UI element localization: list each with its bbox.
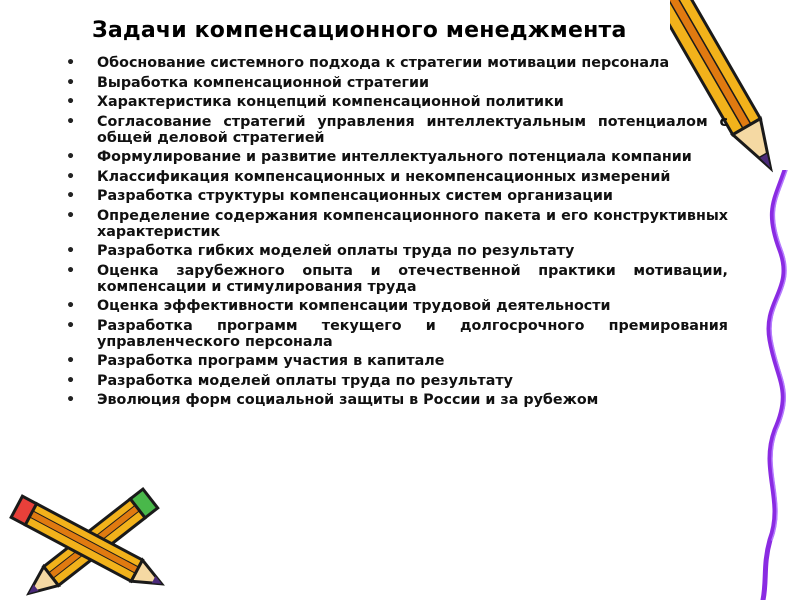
- list-item-text: Разработка моделей оплаты труда по результату: [97, 372, 513, 389]
- list-item: [64, 353, 728, 369]
- bullet-icon: •: [66, 113, 76, 130]
- list-item-text: Обоснование системного подхода к стратегии мотивации персонала: [97, 55, 670, 71]
- list-item: [64, 55, 728, 71]
- list-item-text: Определение содержания компенсационного пакета и его конструктивных характеристик: [97, 207, 728, 240]
- list-item: [64, 373, 728, 389]
- slide-title: Задачи компенсационного менеджмента: [92, 18, 627, 43]
- bullet-icon: •: [66, 168, 76, 185]
- list-item: [64, 169, 728, 185]
- bullet-icon: •: [66, 392, 76, 408]
- task-list: [64, 55, 728, 412]
- purple-squiggle-line: [735, 170, 800, 600]
- list-item: [64, 75, 728, 91]
- list-item-text: Согласование стратегий управления интеллектуальным потенциалом с общей деловой стратегией: [97, 113, 728, 146]
- list-item-text: Оценка эффективности компенсации трудовой деятельности: [97, 298, 611, 314]
- list-item: [64, 188, 728, 204]
- list-item: [64, 243, 728, 259]
- bullet-icon: •: [66, 94, 76, 110]
- bullet-icon: •: [66, 372, 76, 389]
- list-item-text: Разработка программ текущего и долгосрочного премирования управленческого персонала: [97, 317, 728, 350]
- bullet-icon: •: [66, 55, 76, 71]
- list-item: [64, 94, 728, 110]
- bullet-icon: •: [66, 149, 76, 165]
- list-item: [64, 392, 728, 408]
- list-item-text: Характеристика концепций компенсационной политики: [97, 94, 564, 110]
- list-item: [64, 114, 728, 146]
- bullet-icon: •: [66, 353, 76, 369]
- bullet-icon: •: [66, 188, 76, 204]
- list-item-text: Выработка компенсационной стратегии: [97, 74, 430, 91]
- list-item: [64, 318, 728, 350]
- list-item: [64, 208, 728, 240]
- list-item-text: Эволюция форм социальной защиты в России и за рубежом: [97, 392, 599, 408]
- list-item: [64, 263, 728, 295]
- bullet-icon: •: [66, 74, 76, 91]
- list-item-text: Разработка гибких моделей оплаты труда по результату: [97, 243, 575, 259]
- list-item: [64, 298, 728, 314]
- list-item-text: Разработка программ участия в капитале: [97, 353, 445, 369]
- list-item-text: Разработка структуры компенсационных систем организации: [97, 188, 613, 204]
- bullet-icon: •: [66, 317, 76, 334]
- bullet-icon: •: [66, 207, 76, 224]
- list-item-text: Оценка зарубежного опыта и отечественной практики мотивации, компенсации и стимулирования труда: [97, 262, 728, 295]
- bullet-icon: •: [66, 262, 76, 279]
- list-item-text: Классификация компенсационных и некомпенсационных измерений: [97, 168, 671, 185]
- bullet-icon: •: [66, 298, 76, 314]
- list-item: [64, 149, 728, 165]
- bullet-icon: •: [66, 243, 76, 259]
- crossed-pencils-icon: [0, 478, 190, 600]
- list-item-text: Формулирование и развитие интеллектуального потенциала компании: [97, 149, 692, 165]
